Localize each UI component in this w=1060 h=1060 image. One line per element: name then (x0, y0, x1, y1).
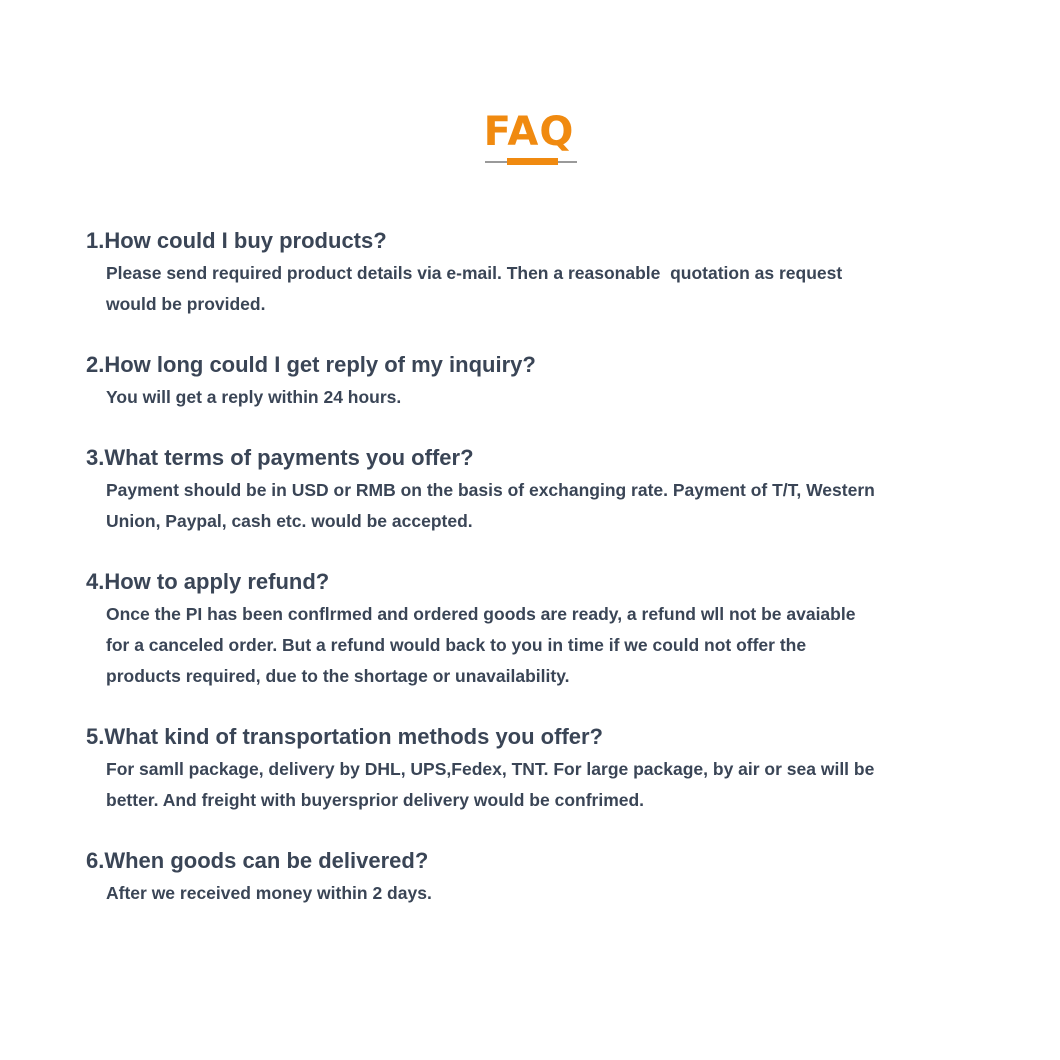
answer-line: Payment should be in USD or RMB on the basis of exchanging rate. Payment of T/T, Western (106, 480, 875, 500)
faq-item (86, 226, 966, 320)
answer-line: For samll package, delivery by DHL, UPS,Fedex, TNT. For large package, by air or sea will be (106, 759, 875, 779)
faq-question: 2.How long could I get reply of my inquiry? (86, 352, 536, 377)
answer-line: for a canceled order. But a refund would back to you in time if we could not offer the (106, 635, 807, 655)
answer-line: better. And freight with buyersprior delivery would be confrimed. (106, 790, 645, 810)
faq-answer (106, 599, 966, 692)
faq-question: 6.When goods can be delivered? (86, 848, 429, 873)
faq-item (86, 443, 966, 537)
title-underline-wrap (0, 109, 1060, 172)
faq-question: 4.How to apply refund? (86, 569, 330, 594)
title-underline-accent (507, 158, 558, 165)
answer-line: would be provided. (106, 294, 266, 314)
faq-item (86, 567, 966, 692)
faq-question: 5.What kind of transportation methods you offer? (86, 724, 603, 749)
page-title: FAQ (483, 109, 575, 155)
answer-line: Please send required product details via e-mail. Then a reasonable quotation as request (106, 263, 843, 283)
answer-line: You will get a reply within 24 hours. (106, 387, 402, 407)
faq-answer (106, 754, 966, 816)
faq-item (86, 846, 966, 909)
faq-question: 1.How could I buy products? (86, 228, 387, 253)
answer-line: After we received money within 2 days. (106, 883, 432, 903)
answer-line: Union, Paypal, cash etc. would be accepted. (106, 511, 473, 531)
faq-answer (106, 878, 966, 909)
faq-item (86, 350, 966, 413)
faq-answer (106, 258, 966, 320)
answer-line: products required, due to the shortage or unavailability. (106, 666, 570, 686)
faq-question: 3.What terms of payments you offer? (86, 445, 474, 470)
faq-answer (106, 382, 966, 413)
answer-line: Once the PI has been conflrmed and ordered goods are ready, a refund wll not be avaiable (106, 604, 856, 624)
faq-answer (106, 475, 966, 537)
faq-item (86, 722, 966, 816)
